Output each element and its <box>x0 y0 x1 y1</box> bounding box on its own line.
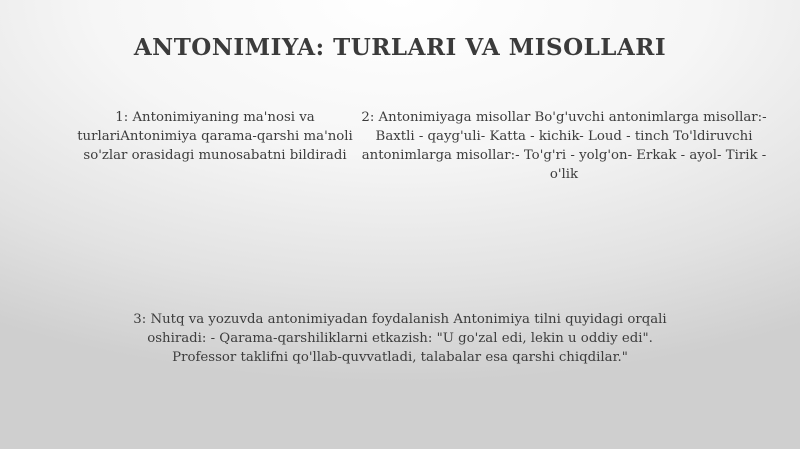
text-block-meaning-and-types: 1: Antonimiyaning ma'nosi va turlariAntonimiya qarama-qarshi ma'noli so'zlar orasidagi munosabatni bildiradi <box>77 110 353 163</box>
text-block-usage: 3: Nutq va yozuvda antonimiyadan foydalanish Antonimiya tilni quyidagi orqali oshiradi: - Qarama-qarshiliklarni etkazish: "U go'zal edi, lekin u oddiy edi". Professor taklifni qo'llab-quvvatladi, talabalar esa qarshi chiqdilar." <box>133 312 667 365</box>
text-block-examples: 2: Antonimiyaga misollar Bo'g'uvchi antonimlarga misollar:- Baxtli - qayg'uli- Katta - kichik- Loud - tinch To'ldiruvchi antonimlarga misollar:- To'g'ri - yolg'on- Erkak - ayol- Tirik - o'lik <box>361 110 767 182</box>
slide-title: ANTONIMIYA: TURLARI VA MISOLLARI <box>133 34 667 61</box>
